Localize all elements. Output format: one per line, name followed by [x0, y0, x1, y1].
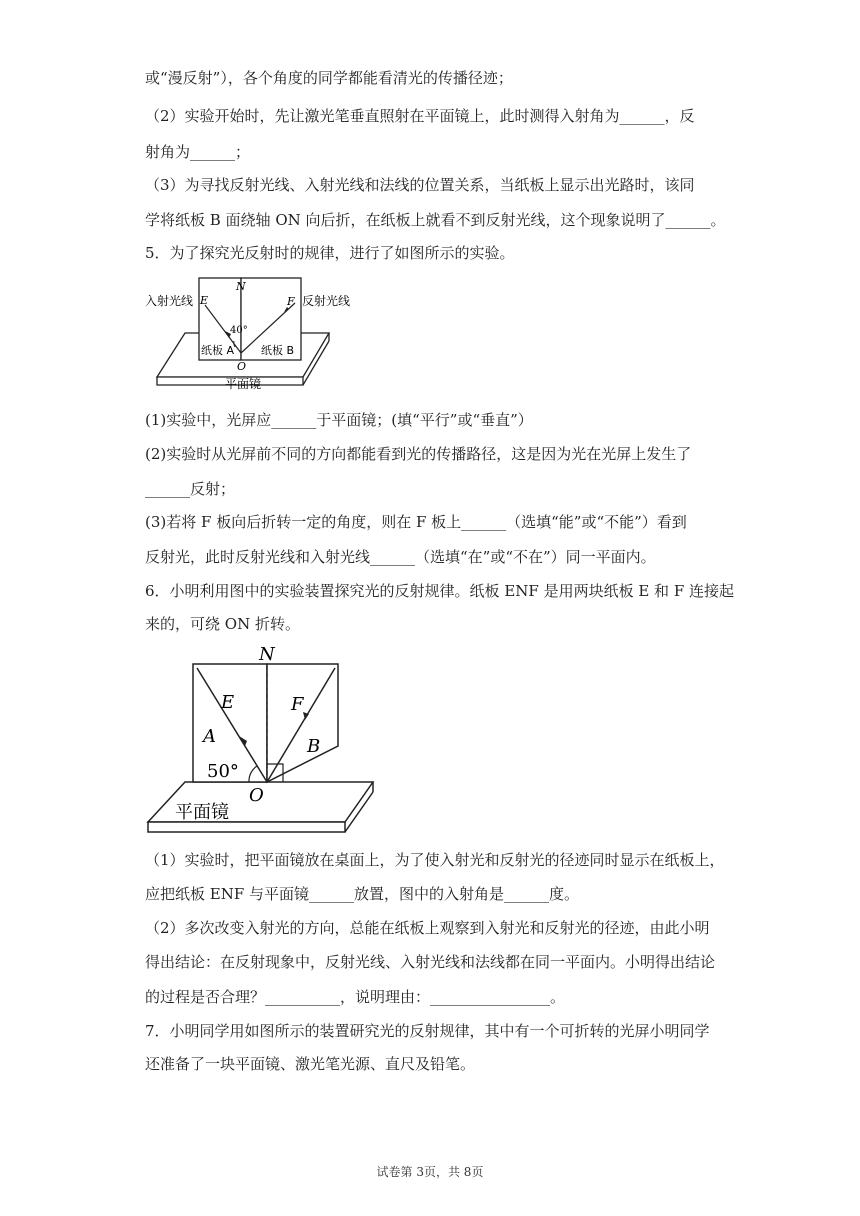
label-f: F: [291, 694, 304, 715]
text-line: （2）实验开始时，先让激光笔垂直照射在平面镜上，此时测得入射角为______，反: [145, 107, 695, 125]
text-line: (1)实验中，光屏应______于平面镜；(填“平行”或“垂直”）: [145, 411, 533, 429]
text-line: 应把纸板 ENF 与平面镜______放置，图中的入射角是______度。: [145, 885, 580, 903]
page-footer: 试卷第 3页，共 8页: [376, 1165, 484, 1179]
angle-label: 50°: [207, 761, 239, 782]
figure-reflection-setup-2: [145, 640, 375, 836]
text-line: 反射光，此时反射光线和入射光线______（选填“在”或“不在”）同一平面内。: [145, 548, 656, 566]
figure-reflection-setup-1: [145, 275, 375, 397]
mirror-label: 平面镜: [225, 377, 262, 391]
label-f: F: [287, 295, 295, 308]
text-line: （3）为寻找反射光线、入射光线和法线的位置关系，当纸板上显示出光路时，该同: [145, 176, 695, 194]
text-line: ______反射；: [145, 480, 236, 498]
text-line: (2)实验时从光屏前不同的方向都能看到光的传播路径，这是因为光在光屏上发生了: [145, 445, 692, 463]
text-line: 的过程是否合理？__________，说明理由：________________。: [145, 988, 566, 1006]
text-line: 来的，可绕 ON 折转。: [145, 615, 300, 633]
label-e: E: [200, 294, 209, 307]
board-a-label: 纸板 A: [201, 344, 235, 357]
question-7-stem: 7．小明同学用如图所示的装置研究光的反射规律，其中有一个可折转的光屏小明同学: [145, 1022, 710, 1040]
label-n: N: [259, 644, 275, 665]
label-o: O: [249, 785, 264, 806]
text-line: （2）多次改变入射光的方向，总能在纸板上观察到入射光和反射光的径迹，由此小明: [145, 919, 710, 937]
text-line: (3)若将 F 板向后折转一定的角度，则在 F 板上______（选填“能”或“不能”）看到: [145, 513, 687, 531]
text-line: 射角为______；: [145, 143, 251, 161]
text-line: 或“漫反射”），各个角度的同学都能看清光的传播径迹；: [145, 69, 513, 87]
text-line: 得出结论：在反射现象中，反射光线、入射光线和法线都在同一平面内。小明得出结论: [145, 953, 716, 971]
reflected-ray-label: 反射光线: [302, 294, 351, 308]
text-line: 还准备了一块平面镜、激光笔光源、直尺及铅笔。: [145, 1055, 476, 1073]
mirror-label: 平面镜: [175, 802, 229, 823]
label-n: N: [236, 280, 246, 293]
text-line: 学将纸板 B 面绕轴 ON 向后折，在纸板上就看不到反射光线，这个现象说明了______。: [145, 211, 726, 229]
label-b: B: [307, 736, 321, 757]
question-5-stem: 5．为了探究光反射时的规律，进行了如图所示的实验。: [145, 244, 515, 262]
label-o: O: [237, 360, 247, 373]
incident-ray-label: 入射光线: [145, 294, 194, 308]
text-line: （1）实验时，把平面镜放在桌面上，为了使入射光和反射光的径迹同时显示在纸板上，: [145, 851, 725, 869]
question-6-stem: 6．小明利用图中的实验装置探究光的反射规律。纸板 ENF 是用两块纸板 E 和 F 连接起: [145, 582, 734, 600]
label-a: A: [203, 726, 216, 747]
label-e: E: [221, 692, 235, 713]
angle-label: 40°: [230, 325, 248, 336]
board-b-label: 纸板 B: [261, 344, 295, 357]
